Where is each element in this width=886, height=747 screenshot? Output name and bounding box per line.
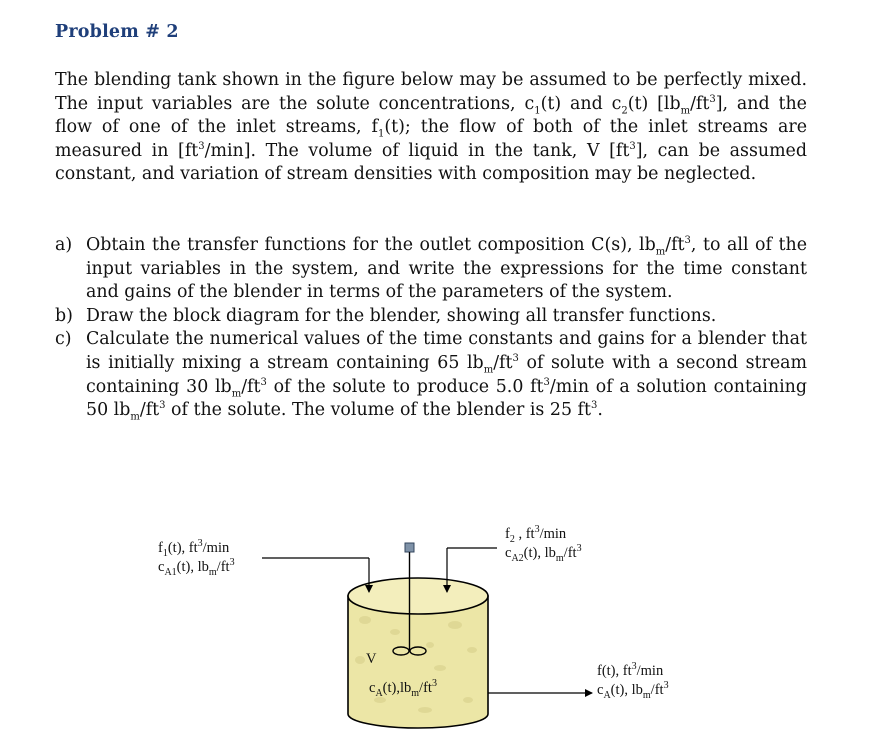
outlet-conc-label: $c_A(t)$, $lb_m/ft^3$	[597, 680, 669, 701]
inlet2-label	[505, 525, 582, 563]
question-text: Calculate the numerical values of the time constants and gains for a blender that is initially mixing a stream containing 65 $lb_m/ft^3$ of solute with a second stream containing 30 $lb_m/ft^3$ of the solute to produce 5.0 $ft^3/\min$ of a solution containing 50 $lb_m/ft^3$ of the solute. The volume of the blender is 25 $ft^3$.	[86, 329, 808, 423]
inlet2-flow-label: $f_2$ , $ft^3/\min$	[505, 524, 567, 545]
inlet1-flow-label: $f_1(t)$, $ft^3/\min$	[158, 538, 230, 559]
problem-intro: The blending tank shown in the figure below may be assumed to be perfectly mixed. The input variables are the solute concentrations, $c_1(t)$ and $c_2(t)$ $[lb_m/ft^3]$, and the flow of one of the inlet streams, $f_1(t)$; the flow of both of the inlet streams are measured in $[ft^3/\min]$. The volume of liquid in the tank, V $[ft^3]$, can be assumed constant, and variation of stream densities with composition may be neglected.	[55, 70, 807, 185]
question-marker: c)	[55, 329, 72, 350]
problem-title: Problem # 2	[55, 22, 179, 42]
motor-icon	[405, 543, 414, 552]
question-marker: b)	[55, 305, 73, 326]
inlet2-conc-label: $c_{A2}(t)$, $lb_m/ft^3$	[505, 543, 582, 564]
inlet1-label	[158, 539, 235, 577]
outlet-label	[597, 662, 669, 700]
question-text: Draw the block diagram for the blender, showing all transfer functions.	[86, 305, 717, 326]
tank-volume-label: V	[366, 651, 377, 667]
question-marker: a)	[55, 235, 73, 255]
inlet-stream-1	[262, 558, 369, 592]
question-text: Obtain the transfer functions for the outlet composition C(s), $lb_m/ft^3$, to all of the input variables in the system, and write the expressions for the time constant and gains of the blender in terms of the parameters of the system.	[86, 235, 807, 303]
tank-conc-label: $c_A(t),lb_m/ft^3$	[369, 678, 437, 699]
outlet-flow-label: f(t), $ft^3/\min$	[597, 661, 664, 679]
inlet1-conc-label: $c_{A1}(t)$, $lb_m/ft^3$	[158, 557, 235, 578]
